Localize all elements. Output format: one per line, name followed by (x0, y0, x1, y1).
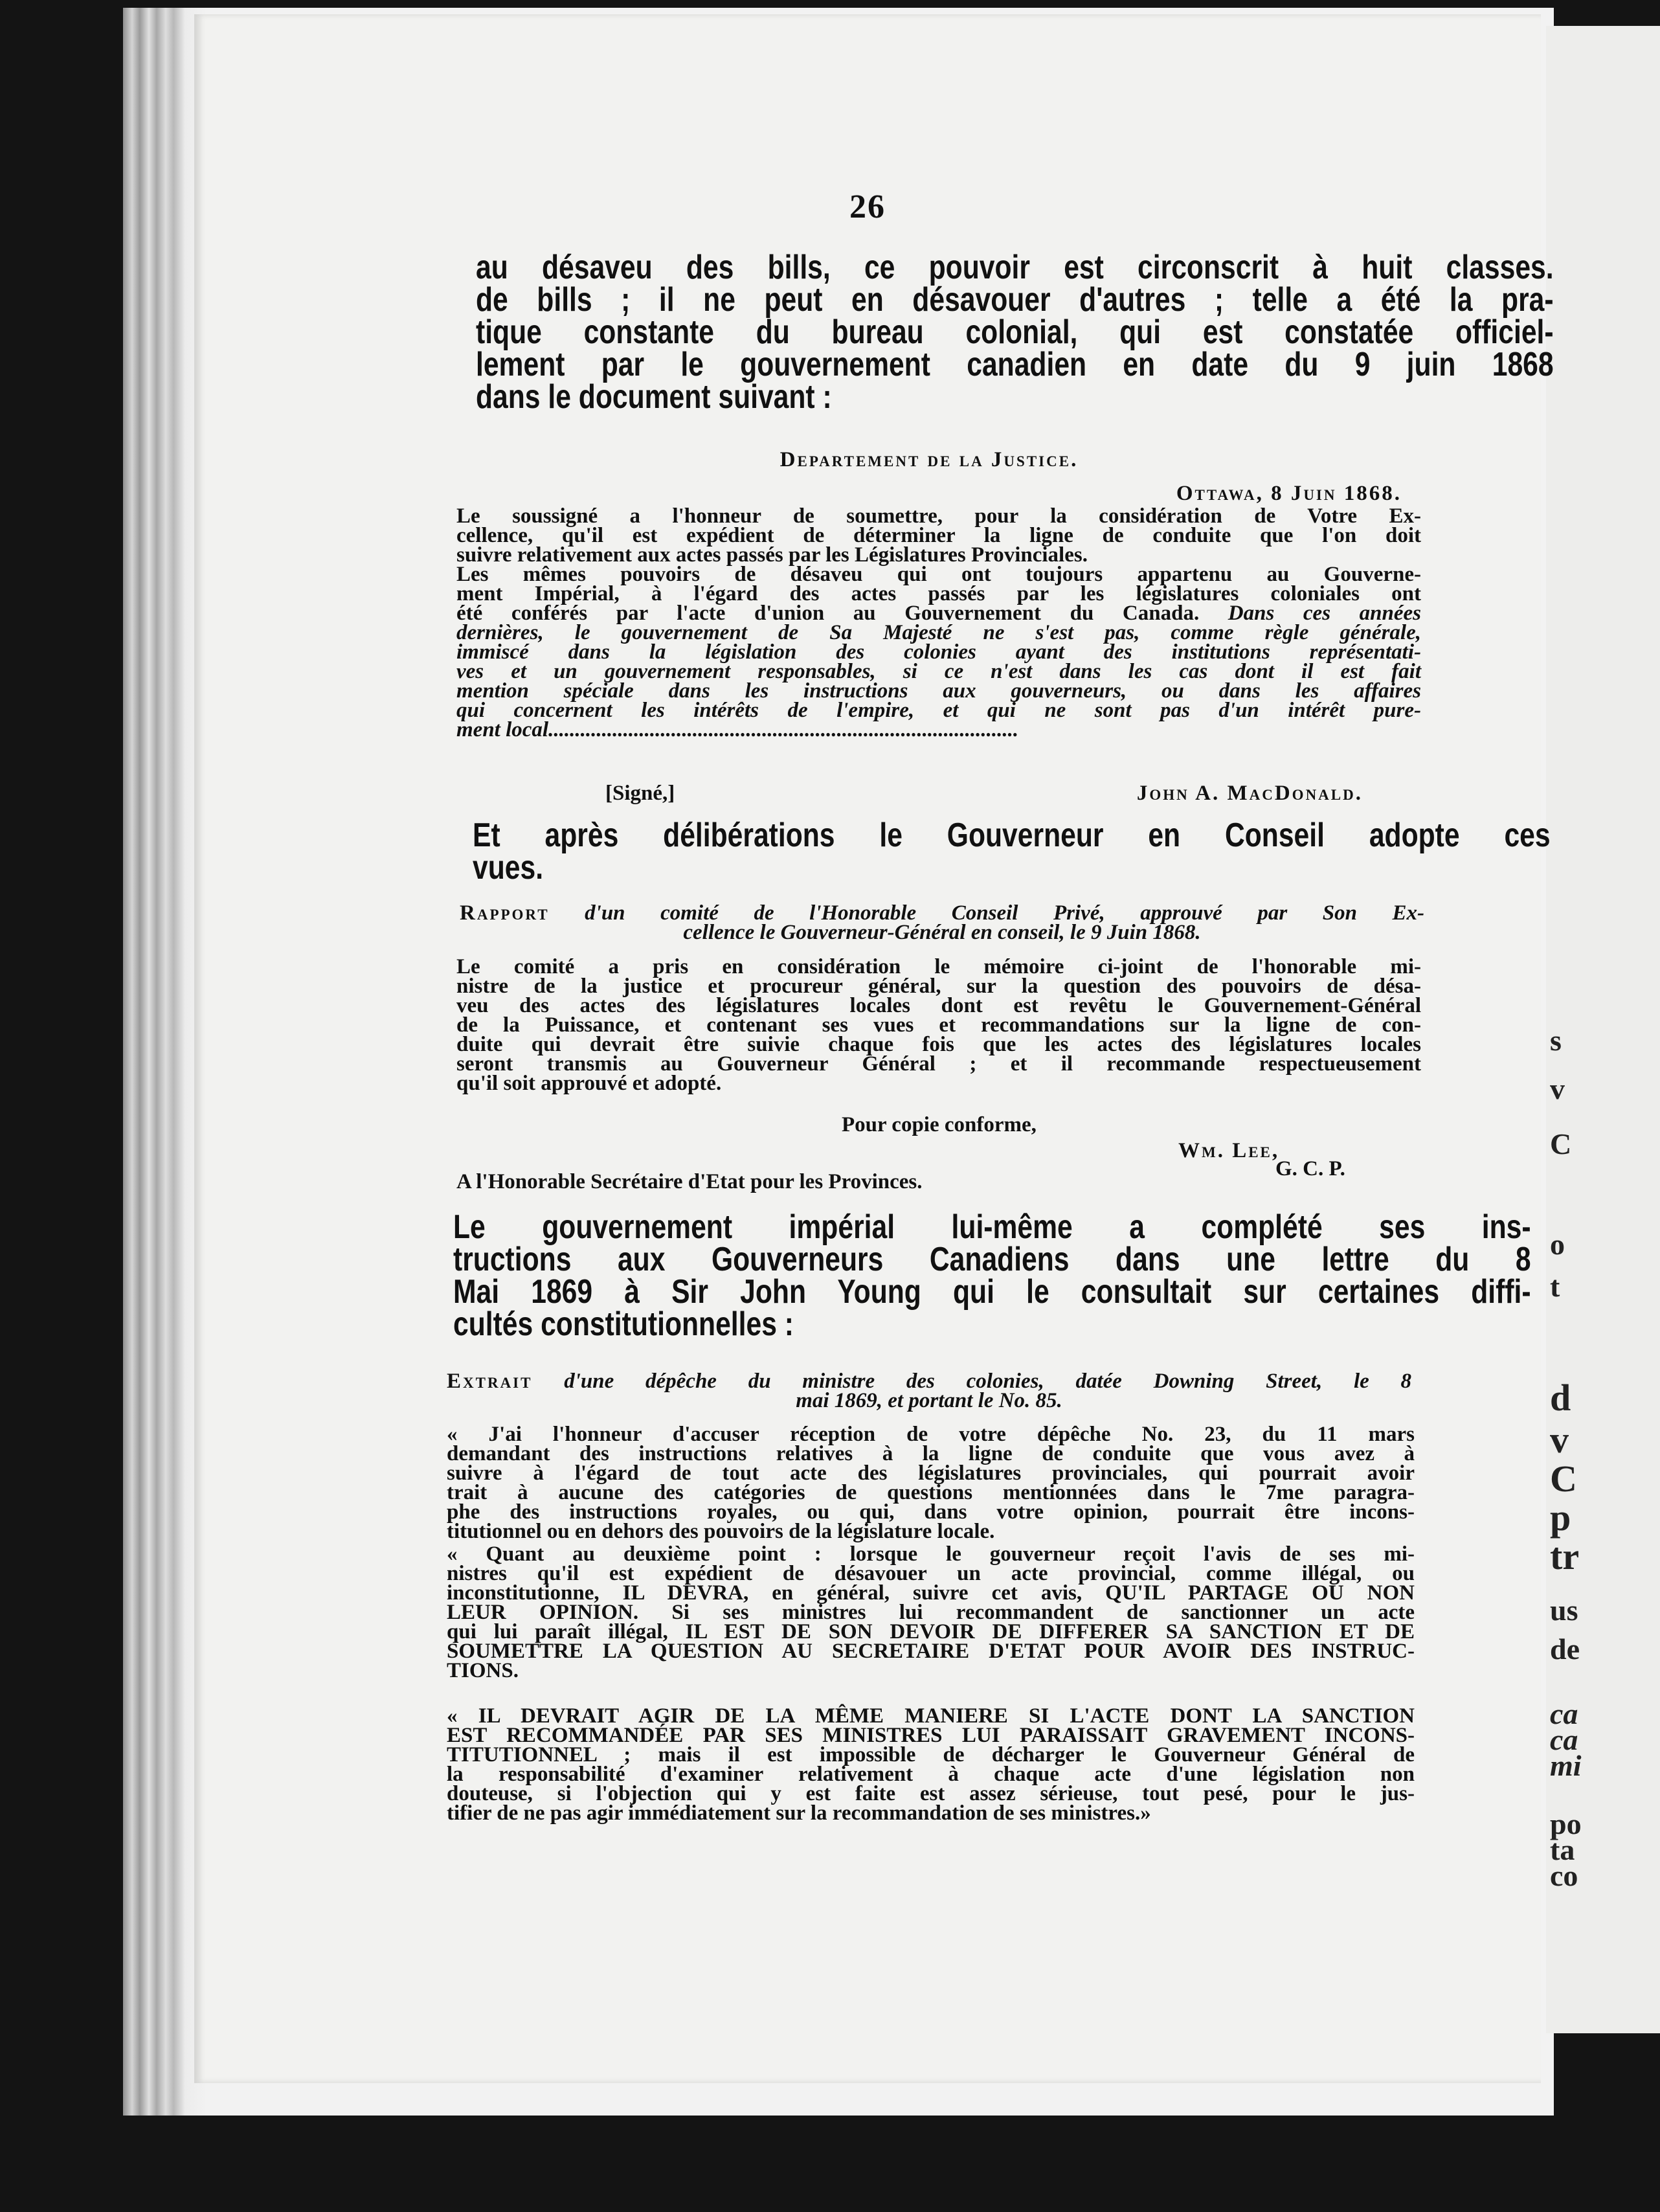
text-line: « Quant au deuxième point : lorsque le gouverneur reçoit l'avis de ses mi- (447, 1542, 1415, 1566)
text-line (456, 604, 1421, 623)
memo-italic-start: Dans ces années (1228, 602, 1421, 625)
letter-paragraph-3 (447, 1706, 1415, 1823)
edge-fragment: tr (1550, 1535, 1580, 1577)
text-line: qui lui paraît illégal, IL EST DE SON DEVOIR DE DIFFERER SA SANCTION ET DE (447, 1620, 1415, 1643)
imperial-paragraph (453, 1208, 1531, 1343)
text-line: SOUMETTRE LA QUESTION AU SECRETAIRE D'ETAT POUR AVOIR DES INSTRUC- (447, 1640, 1415, 1663)
text-line: tifier de ne pas agir immédiatement sur la recommandation de ses ministres.» (447, 1801, 1151, 1825)
signed-label: [Signé,] (605, 782, 675, 805)
edge-fragment: ta (1550, 1833, 1575, 1866)
edge-fragment: ca (1550, 1697, 1578, 1730)
text-line: ves et un gouvernement responsables, si ce n'est dans les cas dont il est fait (456, 660, 1421, 683)
text-line: dernières, le gouvernement de Sa Majesté ne s'est pas, comme règle générale, (456, 621, 1421, 644)
department-heading: Departement de la Justice. (780, 448, 1079, 471)
gcp: G. C. P. (1275, 1157, 1345, 1180)
text-line: phe des instructions royales, ou qui, dans votre opinion, pourrait être incons- (447, 1500, 1415, 1524)
edge-fragment: ca (1550, 1723, 1578, 1756)
text-line: TIONS. (447, 1659, 519, 1682)
text-line: Le gouvernement impérial lui-même a complété ses ins- (453, 1208, 1531, 1246)
text-line: LEUR OPINION. Si ses ministres lui recommandent de sanctionner un acte (447, 1601, 1415, 1624)
edge-fragment: t (1550, 1270, 1560, 1303)
memo-block (456, 506, 1421, 739)
text-line: TITUTIONNEL ; mais il est impossible de décharger le Gouverneur Général de (447, 1743, 1415, 1766)
rapport-lead: Rapport (460, 901, 550, 925)
text-line: suivre à l'égard de tout acte des législatures provinciales, qui pourrait avoir (447, 1462, 1415, 1485)
text-line: Les mêmes pouvoirs de désaveu qui ont toujours appartenu au Gouverne- (456, 563, 1421, 586)
rapport-heading (460, 903, 1424, 942)
letter-paragraph-2 (447, 1544, 1415, 1680)
text-line: dans le document suivant : (476, 378, 832, 416)
text-line: lement par le gouvernement canadien en date du 9 juin 1868 (476, 346, 1554, 383)
text-line: vues. (473, 849, 544, 886)
page-number: 26 (849, 188, 886, 225)
signed-name: John A. MacDonald. (1136, 782, 1363, 805)
text-line: demandant des instructions relatives à la ligne de conduite que vous avez à (447, 1442, 1415, 1465)
edge-fragment: o (1550, 1228, 1565, 1261)
text-line: mention spéciale dans les instructions aux gouverneurs, ou dans les affaires (456, 679, 1421, 703)
text-line: Le soussigné a l'honneur de soumettre, pour la considération de Votre Ex- (456, 504, 1421, 528)
text-line: inconstitutionne, IL DEVRA, en général, suivre cet avis, QU'IL PARTAGE OU NON (447, 1581, 1415, 1605)
text-line: qu'il soit approuvé et adopté. (456, 1072, 722, 1095)
text-line: cultés constitutionnelles : (453, 1305, 794, 1343)
text-line: EST RECOMMANDÉE PAR SES MINISTRES LUI PARAISSAIT GRAVEMENT INCONS- (447, 1724, 1415, 1747)
text-line: trait à aucune des catégories de questions mentionnées dans le 7me paragra- (447, 1481, 1415, 1504)
text-line (460, 903, 1424, 923)
rapport-title: d'un comité de l'Honorable Conseil Privé, approuvé par Son Ex- (585, 901, 1425, 925)
text-line: douteuse, si l'objection qui y est faite est assez sérieuse, tout pesé, pour le jus- (447, 1782, 1415, 1805)
text-line: seront transmis au Gouverneur Général ; et il recommande respectueusement (456, 1052, 1421, 1076)
text-line: ment Impérial, à l'égard des actes passés par les législatures coloniales ont (456, 582, 1421, 605)
department-heading-block (456, 450, 1402, 503)
department-date: Ottawa, 8 Juin 1868. (1176, 482, 1402, 505)
edge-fragment: v (1550, 1419, 1569, 1461)
text-line: au désaveu des bills, ce pouvoir est circonscrit à huit classes. (476, 249, 1554, 286)
wm-lee: Wm. Lee, (1178, 1139, 1280, 1162)
extrait-heading (447, 1371, 1411, 1410)
text-line: de la Puissance, et contenant ses vues et recommandations sur la ligne de con- (456, 1013, 1421, 1037)
edge-fragment: co (1550, 1859, 1578, 1892)
text-line: Et après délibérations le Gouverneur en Conseil adopte ces (473, 817, 1551, 854)
text-line: titutionnel ou en dehors des pouvoirs de la législature locale. (447, 1520, 995, 1543)
edge-fragment: C (1550, 1127, 1572, 1160)
text-line: Le comité a pris en considération le mémoire ci-joint de l'honorable mi- (456, 955, 1421, 978)
text-line: cellence, qu'il est expédient de déterminer la ligne de conduite que l'on doit (456, 524, 1421, 547)
text-line: cellence le Gouverneur-Général en conseil, le 9 Juin 1868. (683, 921, 1201, 944)
edge-fragment: d (1550, 1377, 1571, 1419)
text-line: qui concernent les intérêts de l'empire, et qui ne sont pas d'un intérêt pure- (456, 699, 1421, 722)
memo-text: été conférés par l'acte d'union au Gouvernement du Canada. (456, 602, 1200, 625)
edge-fragment: C (1550, 1458, 1577, 1500)
text-line: « IL DEVRAIT AGIR DE LA MÊME MANIERE SI L'ACTE DONT LA SANCTION (447, 1704, 1415, 1728)
adresse: A l'Honorable Secrétaire d'Etat pour les Provinces. (456, 1170, 923, 1193)
rapport-body (456, 957, 1421, 1093)
text-line: Mai 1869 à Sir John Young qui le consultait sur certaines diffi- (453, 1273, 1531, 1311)
copie-text: Pour copie conforme, (842, 1113, 1037, 1136)
adjacent-page-edge (1546, 26, 1660, 2033)
edge-fragment: v (1550, 1072, 1565, 1105)
edge-fragment: us (1550, 1594, 1578, 1627)
text-line: duite qui devrait être suivie chaque fois que les actes des législatures locales (456, 1033, 1421, 1056)
text-line: la responsabilité d'examiner relativement à chaque acte d'une législation non (447, 1763, 1415, 1786)
extrait-lead: Extrait (447, 1370, 533, 1393)
text-line: ment local........................................................................................ (456, 720, 1019, 739)
text-line: nistres qu'il est expédient de désavouer un acte provincial, comme illégal, ou (447, 1562, 1415, 1585)
edge-fragment: p (1550, 1496, 1571, 1539)
text-line (447, 1371, 1411, 1391)
text-line: « J'ai l'honneur d'accuser réception de votre dépêche No. 23, du 11 mars (447, 1423, 1415, 1446)
edge-fragment: mi (1550, 1749, 1582, 1782)
edge-fragment: po (1550, 1807, 1582, 1840)
edge-fragment: s (1550, 1024, 1562, 1057)
council-paragraph (473, 819, 1551, 884)
text-line: tructions aux Gouverneurs Canadiens dans une lettre du 8 (453, 1241, 1531, 1278)
text-line: immiscé dans la législation des colonies ayant des institutions représentati- (456, 640, 1421, 664)
letter-paragraph-1 (447, 1425, 1415, 1541)
extrait-title: d'une dépêche du ministre des colonies, datée Downing Street, le 8 (564, 1370, 1412, 1393)
intro-paragraph (476, 249, 1554, 416)
text-line: suivre relativement aux actes passés par les Législatures Provinciales. (456, 543, 1088, 567)
text-line: tique constante du bureau colonial, qui est constatée officiel- (476, 313, 1554, 351)
edge-fragment: de (1550, 1632, 1580, 1665)
text-line: mai 1869, et portant le No. 85. (796, 1389, 1062, 1412)
text-line: nistre de la justice et procureur général, sur la question des pouvoirs de désa- (456, 975, 1421, 998)
text-line: veu des actes des législatures locales dont est revêtu le Gouvernement-Général (456, 994, 1421, 1017)
text-line: de bills ; il ne peut en désavouer d'autres ; telle a été la pra- (476, 281, 1554, 319)
